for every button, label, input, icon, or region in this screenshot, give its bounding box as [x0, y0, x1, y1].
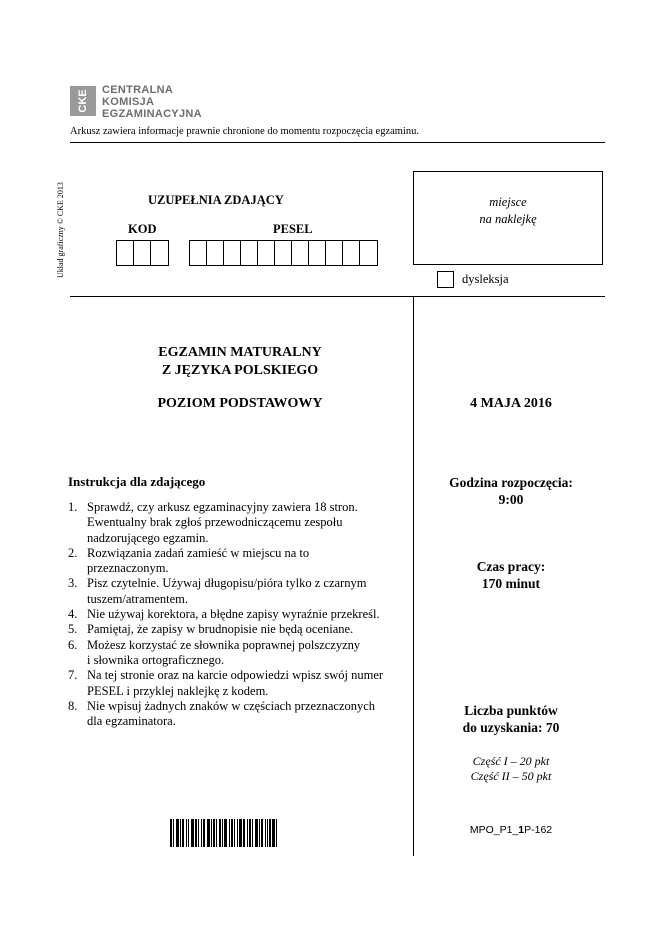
duration-value: 170 minut — [481, 576, 541, 591]
header-divider — [70, 296, 605, 297]
start-time-label: Godzina rozpoczęcia: — [449, 475, 573, 490]
pesel-label: PESEL — [273, 222, 313, 236]
candidate-fill-title: UZUPEŁNIA ZDAJĄCY — [148, 193, 284, 207]
parts-block — [416, 754, 606, 784]
instruction-item — [68, 638, 413, 669]
instruction-line: dla egzaminatora. — [87, 714, 176, 729]
instruction-number: 4. — [68, 607, 78, 622]
points-block — [416, 702, 606, 736]
sticker-line-1: miejsce — [489, 195, 527, 209]
kod-cell[interactable] — [151, 241, 168, 265]
dyslexia-checkbox[interactable] — [437, 271, 454, 288]
pesel-cell[interactable] — [224, 241, 241, 265]
instruction-number: 6. — [68, 637, 78, 652]
instruction-number: 3. — [68, 576, 78, 591]
pesel-cell[interactable] — [326, 241, 343, 265]
pesel-cell[interactable] — [360, 241, 377, 265]
sticker-placeholder — [413, 171, 603, 265]
legal-notice: Arkusz zawiera informacje prawnie chronione do momentu rozpoczęcia egzaminu. — [70, 126, 419, 137]
points-label: Liczba punktów — [464, 703, 558, 718]
logo-line: KOMISJA — [102, 96, 155, 108]
points-value: do uzyskania: 70 — [462, 720, 560, 735]
sticker-line-2: na naklejkę — [479, 212, 537, 226]
instruction-number: 5. — [68, 622, 78, 637]
kod-cell[interactable] — [117, 241, 134, 265]
pesel-cell[interactable] — [343, 241, 360, 265]
instruction-item — [68, 668, 413, 699]
instruction-item — [68, 607, 413, 622]
instruction-line: przeznaczonym. — [87, 561, 169, 576]
instruction-line: tuszem/atramentem. — [87, 591, 189, 606]
duration-label: Czas pracy: — [476, 559, 546, 574]
exam-code-suffix: P-162 — [524, 824, 553, 836]
kod-label: KOD — [128, 222, 157, 236]
exam-title-line-2: Z JĘZYKA POLSKIEGO — [161, 363, 319, 378]
instruction-item — [68, 622, 413, 637]
instruction-item — [68, 500, 413, 546]
exam-level: POZIOM PODSTAWOWY — [157, 396, 323, 411]
instruction-line: Na tej stronie oraz na karcie odpowiedzi wpisz swój numer — [87, 668, 384, 683]
graphic-layout-note: Układ graficzny © CKE 2013 — [56, 182, 65, 278]
pesel-cell[interactable] — [258, 241, 275, 265]
instruction-item — [68, 546, 413, 577]
kod-cell[interactable] — [134, 241, 151, 265]
pesel-input-boxes[interactable] — [189, 240, 378, 266]
instruction-number: 1. — [68, 500, 78, 514]
barcode — [170, 819, 330, 847]
instruction-line: Ewentualny brak zgłoś przewodniczącemu zespołu — [87, 515, 343, 530]
pesel-cell[interactable] — [207, 241, 224, 265]
duration-block — [416, 558, 606, 592]
top-divider — [70, 142, 605, 143]
instruction-line: nadzorującego egzamin. — [87, 530, 209, 545]
pesel-cell[interactable] — [292, 241, 309, 265]
pesel-cell[interactable] — [241, 241, 258, 265]
instruction-number: 2. — [68, 545, 78, 560]
exam-date: 4 MAJA 2016 — [470, 396, 552, 411]
instruction-line: Rozwiązania zadań zamieść w miejscu na to — [87, 545, 310, 560]
instruction-item — [68, 699, 413, 730]
instruction-line: Sprawdź, czy arkusz egzaminacyjny zawiera 18 stron. — [87, 500, 358, 514]
cke-logo-text — [102, 84, 202, 120]
instruction-line: Możesz korzystać ze słownika poprawnej polszczyzny — [87, 637, 361, 652]
pesel-cell[interactable] — [309, 241, 326, 265]
instruction-line: Nie wpisuj żadnych znaków w częściach przeznaczonych — [87, 698, 376, 713]
exam-code-bold: 1 — [518, 824, 525, 836]
instruction-line: Pamiętaj, że zapisy w brudnopisie nie będą oceniane. — [87, 622, 354, 637]
part-1-points: Część I – 20 pkt — [472, 754, 550, 768]
instruction-line: Pisz czytelnie. Używaj długopisu/pióra tylko z czarnym — [87, 576, 367, 591]
instructions-heading: Instrukcja dla zdającego — [68, 474, 206, 489]
part-2-points: Część II – 50 pkt — [470, 769, 552, 783]
dyslexia-label: dysleksja — [462, 272, 509, 286]
cke-logo-mark: CKE — [70, 86, 96, 116]
instruction-number: 7. — [68, 668, 78, 683]
start-time-value: 9:00 — [498, 492, 524, 507]
instructions-list — [68, 500, 413, 729]
instruction-item — [68, 576, 413, 607]
logo-line: EGZAMINACYJNA — [102, 108, 202, 120]
exam-code — [416, 824, 606, 836]
exam-title-line-1: EGZAMIN MATURALNY — [158, 345, 322, 360]
instruction-line: Nie używaj korektora, a błędne zapisy wyraźnie przekreśl. — [87, 607, 380, 622]
pesel-cell[interactable] — [190, 241, 207, 265]
exam-code-prefix: MPO_P1_ — [469, 824, 519, 836]
instruction-number: 8. — [68, 698, 78, 713]
pesel-cell[interactable] — [275, 241, 292, 265]
kod-input-boxes[interactable] — [116, 240, 169, 266]
instruction-line: i słownika ortograficznego. — [87, 652, 225, 667]
exam-title — [70, 344, 410, 380]
instruction-line: PESEL i przyklej naklejkę z kodem. — [87, 683, 269, 698]
start-time-block — [416, 474, 606, 508]
logo-line: CENTRALNA — [102, 84, 174, 96]
column-divider — [413, 296, 414, 856]
